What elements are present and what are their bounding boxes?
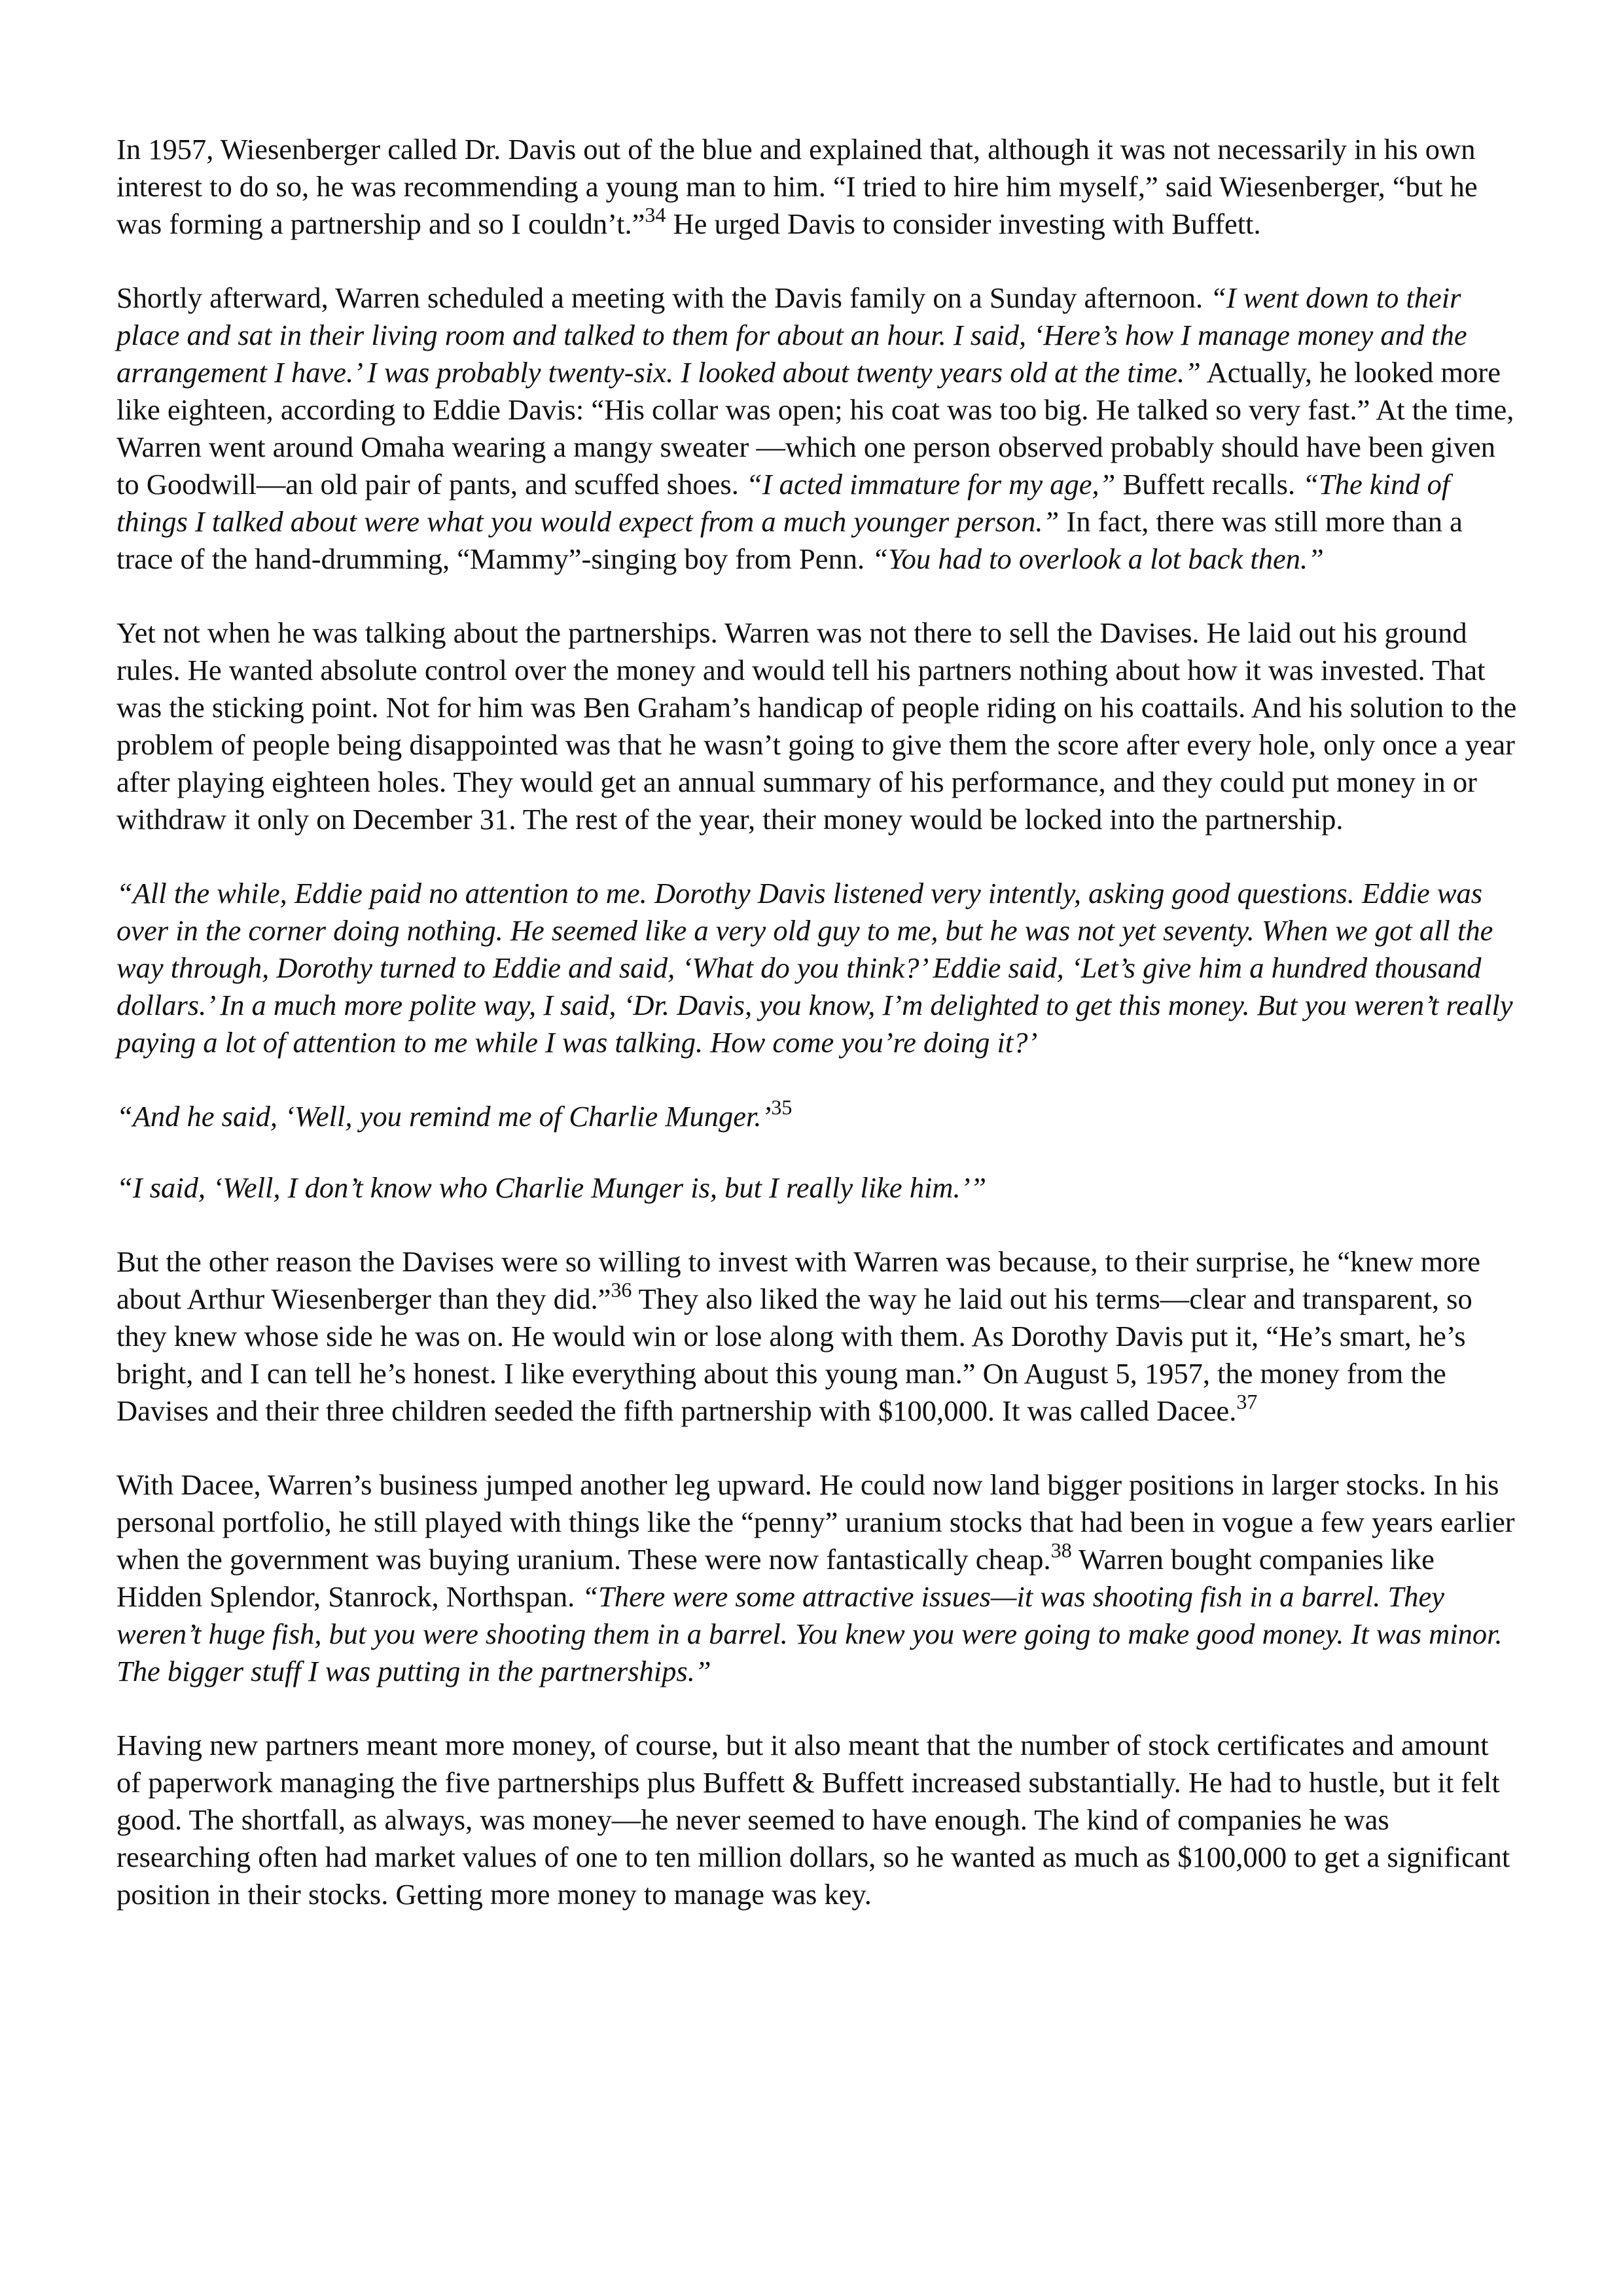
body-text: Yet not when he was talking about the partnerships. Warren was not there to sell the Davises. He laid out his ground rules. He wanted absolute control over the money and would tell his partners nothing about how it was invested. That was the sticking point. Not for him was Ben Graham’s handicap of people riding on his coattails. And his solution to the problem of people being disappointed was that he wasn’t going to give them the score after every hole, only once a year after playing eighteen holes. They would get an annual summary of his performance, and they could put money in or withdraw it only on December 31. The rest of the year, their money would be locked into the partnership. <box>116 616 1517 836</box>
paragraph-5 <box>116 1095 1517 1135</box>
document-page <box>116 131 1517 1950</box>
paragraph-8 <box>116 1466 1517 1690</box>
quoted-italic-text: “I went down to their place and sat in their living room and talked to them for about an hour. I said, ‘Here’s how I manage money and the arrangement I have.’ I was probably twenty-six. I looked about twenty years old at the time.” <box>116 281 1467 389</box>
paragraph-6 <box>116 1169 1517 1207</box>
quoted-italic-text: “I acted immature for my age,” <box>745 468 1116 501</box>
body-text: Actually, he looked more like eighteen, according to Eddie Davis: “His collar was open; his coat was too big. He talked so very fast.” At the time, Warren went around Omaha wearing a mangy sweater —which one person observed probably should have been given to Goodwill—an old pair of pants, and scuffed shoes. <box>116 356 1514 501</box>
body-text: But the other reason the Davises were so willing to invest with Warren was because, to their surprise, he “knew more about Arthur Wiesenberger than they did.” <box>116 1245 1481 1315</box>
footnote-marker: 37 <box>1236 1390 1258 1413</box>
paragraph-4 <box>116 875 1517 1061</box>
footnote-marker: 36 <box>611 1278 632 1301</box>
paragraph-3 <box>116 614 1517 838</box>
body-text: In 1957, Wiesenberger called Dr. Davis out of the blue and explained that, although it was not necessarily in his own interest to do so, he was recommending a young man to him. “I tried to hire him myself,” said Wiesenberger, “but he was forming a partnership and so I couldn’t.” <box>116 133 1478 240</box>
body-text: Warren bought companies like Hidden Splendor, Stanrock, Northspan. <box>116 1543 1435 1613</box>
footnote-marker: 34 <box>645 203 666 226</box>
body-text: Buffett recalls. <box>1115 468 1303 501</box>
footnote-marker: 38 <box>1050 1538 1072 1562</box>
body-text: With Dacee, Warren’s business jumped another leg upward. He could now land bigger positions in larger stocks. In his personal portfolio, he still played with things like the “penny” uranium stocks that had been in vogue a few years earlier when the government was buying uranium. These were now fantastically cheap. <box>116 1468 1515 1576</box>
quoted-italic-text: “All the while, Eddie paid no attention to me. Dorothy Davis listened very intently, asking good questions. Eddie was over in the corner doing nothing. He seemed like a very old guy to me, but he was not yet seventy. When we got all the way through, Dorothy turned to Eddie and said, ‘What do you think?’ Eddie said, ‘Let’s give him a hundred thousand dollars.’ In a much more polite way, I said, ‘Dr. Davis, you know, I’m delighted to get this money. But you weren’t really paying a lot of attention to me while I was talking. How come you’re doing it?’ <box>116 877 1513 1059</box>
body-text: Shortly afterward, Warren scheduled a meeting with the Davis family on a Sunday afternoon. <box>116 281 1211 314</box>
quoted-italic-text: “There were some attractive issues—it was shooting fish in a barrel. They weren’t huge fish, but you were shooting them in a barrel. You knew you were going to make good money. It was minor. The bigger stuff I was putting in the partnerships.” <box>116 1580 1503 1687</box>
paragraph-1 <box>116 131 1517 243</box>
body-text: They also liked the way he laid out his terms—clear and transparent, so they knew whose side he was on. He would win or lose along with them. As Dorothy Davis put it, “He’s smart, he’s bright, and I can tell he’s honest. I like everything about this young man.” On August 5, 1957, the money from the Davises and their three children seeded the fifth partnership with $100,000. It was called Dacee. <box>116 1282 1472 1427</box>
quoted-italic-text: “And he said, ‘Well, you remind me of Charlie Munger.’ <box>116 1100 772 1133</box>
quoted-italic-text: “The kind of things I talked about were what you would expect from a much younger person.” <box>116 468 1450 538</box>
paragraph-7 <box>116 1243 1517 1430</box>
body-text: Having new partners meant more money, of course, but it also meant that the number of stock certificates and amount of paperwork managing the five partnerships plus Buffett & Buffett increased substantially. He had to hustle, but it felt good. The shortfall, as always, was money—he never seemed to have enough. The kind of companies he was researching often had market values of one to ten million dollars, so he wanted as much as $100,000 to get a significant position in their stocks. Getting more money to manage was key. <box>116 1729 1510 1911</box>
quoted-italic-text: “I said, ‘Well, I don’t know who Charlie Munger is, but I really like him.’” <box>116 1171 987 1204</box>
quoted-italic-text: “You had to overlook a lot back then.” <box>872 542 1324 575</box>
body-text: In fact, there was still more than a trace of the hand-drumming, “Mammy”-singing boy from Penn. <box>116 505 1463 575</box>
body-text: He urged Davis to consider investing with Buffett. <box>666 207 1261 240</box>
paragraph-2 <box>116 279 1517 578</box>
footnote-marker: 35 <box>771 1095 793 1119</box>
paragraph-9 <box>116 1727 1517 1913</box>
